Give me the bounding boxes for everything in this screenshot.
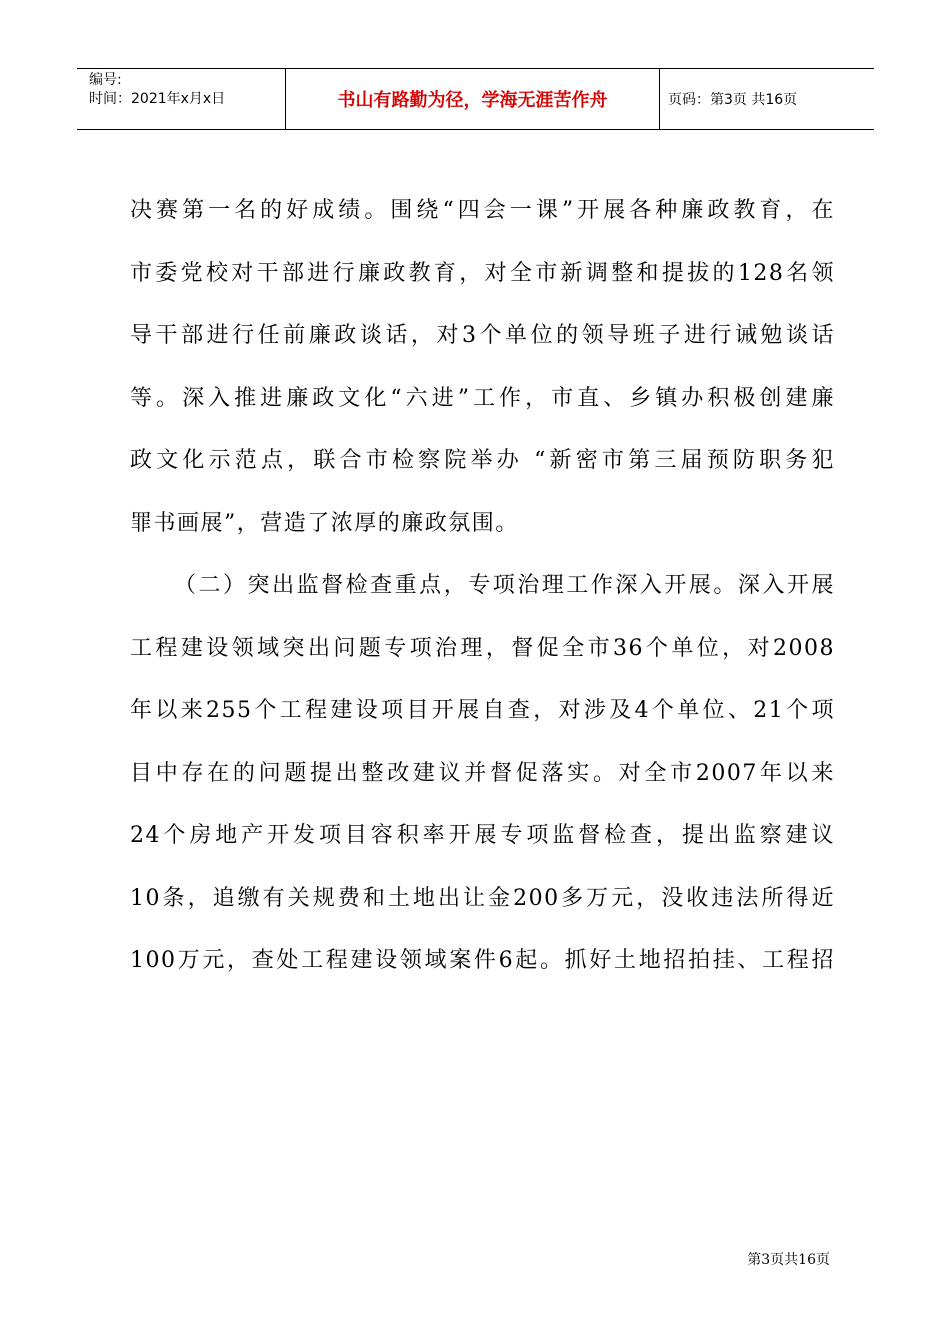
document-header — [77, 68, 874, 130]
body-line: 政文化示范点，联合市检察院举办 “新密市第三届预防职务犯 — [130, 448, 835, 473]
body-line: 罪书画展”，营造了浓厚的廉政氛围。 — [130, 510, 519, 536]
header-page-label: 页码：第3页 共16页 — [668, 92, 798, 108]
header-motto: 书山有路勤为径，学海无涯苦作舟 — [286, 69, 660, 129]
document-time-label: 时间：2021年x月x日 — [89, 91, 226, 107]
document-number-label: 编号: — [89, 72, 122, 88]
page-footer: 第3页共16页 — [747, 1252, 830, 1268]
body-line: 市委党校对干部进行廉政教育，对全市新调整和提拔的128名领 — [130, 260, 835, 286]
body-line: 10条，追缴有关规费和土地出让金200多万元，没收违法所得近 — [130, 885, 835, 911]
body-line: 100万元，查处工程建设领域案件6起。抓好土地招拍挂、工程招 — [130, 948, 835, 973]
body-line: 决赛第一名的好成绩。围绕“四会一课”开展各种廉政教育，在 — [130, 198, 835, 223]
body-line: 年以来255个工程建设项目开展自查，对涉及4个单位、21个项 — [130, 698, 835, 723]
body-line: 目中存在的问题提出整改建议并督促落实。对全市2007年以来 — [130, 760, 835, 786]
document-body — [130, 180, 835, 993]
body-line: 导干部进行任前廉政谈话，对3个单位的领导班子进行诫勉谈话 — [130, 323, 835, 348]
body-line: 等。深入推进廉政文化“六进”工作，市直、乡镇办积极创建廉 — [130, 385, 835, 411]
header-meta — [77, 69, 286, 129]
body-line: （二）突出监督检查重点，专项治理工作深入开展。深入开展 — [174, 573, 835, 598]
body-line: 工程建设领域突出问题专项治理，督促全市36个单位，对2008 — [130, 635, 835, 661]
body-line: 24个房地产开发项目容积率开展专项监督检查，提出监察建议 — [130, 823, 835, 848]
